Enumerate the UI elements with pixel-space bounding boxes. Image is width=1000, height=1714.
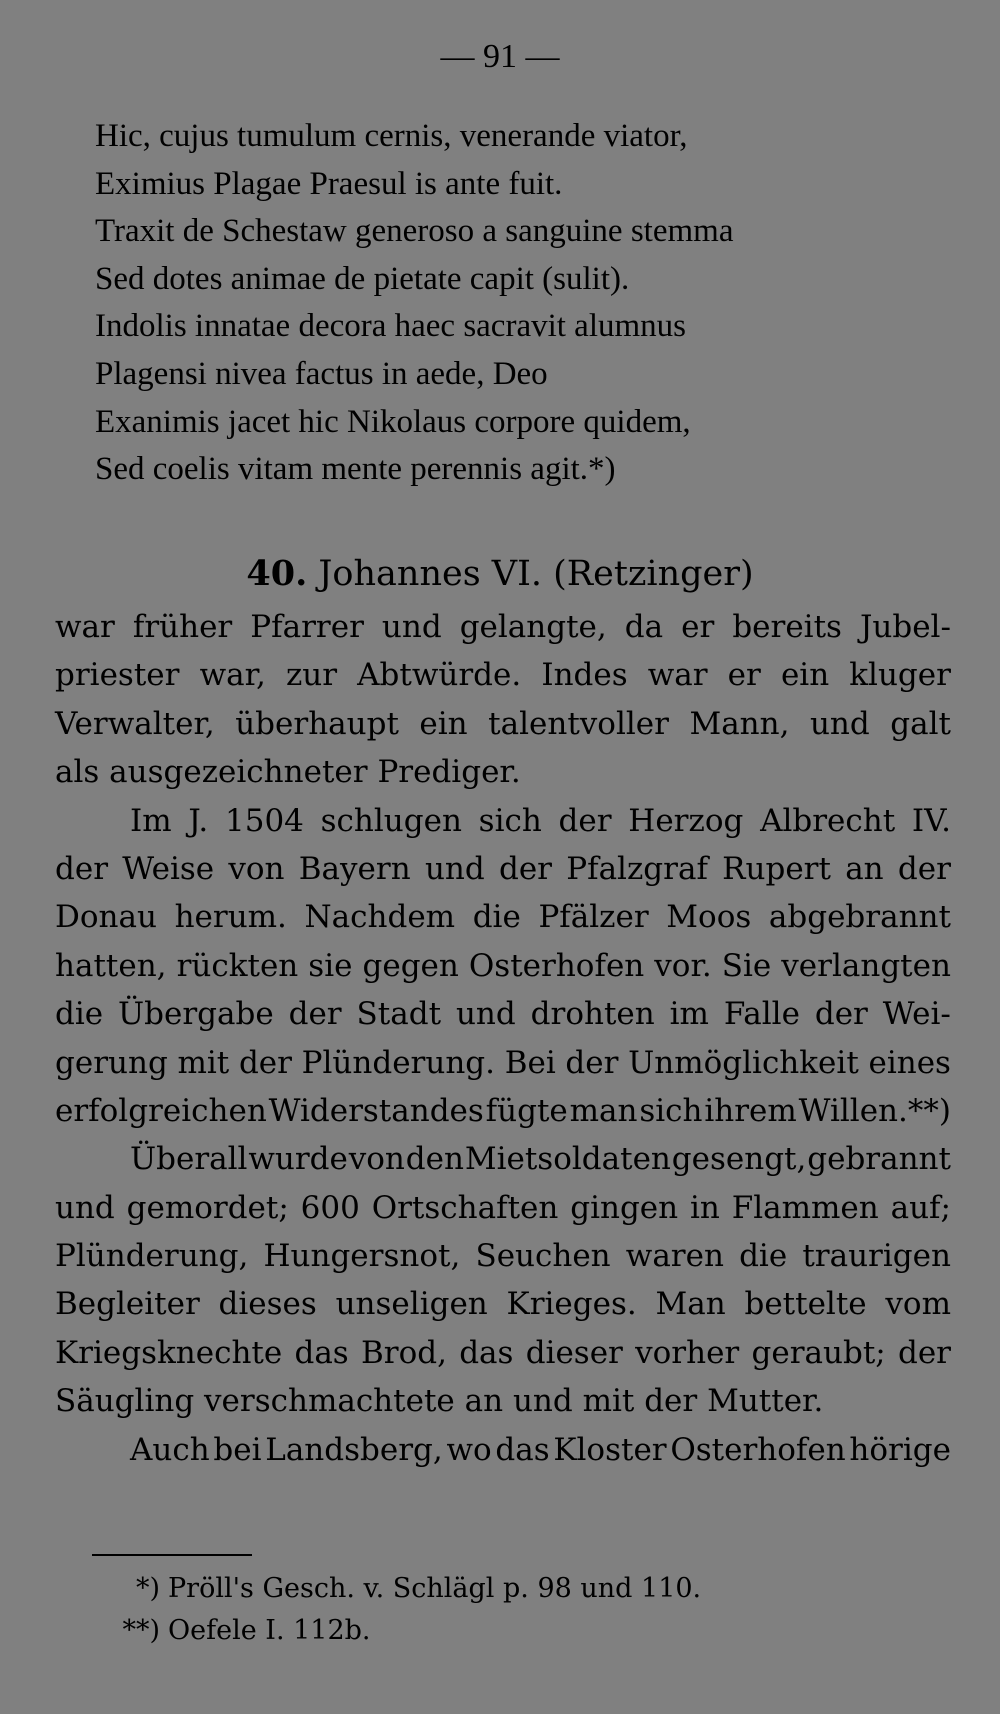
word: Weise [122, 850, 215, 887]
word: Prediger. [377, 754, 521, 791]
word: früher [132, 609, 233, 645]
word: das [294, 1334, 349, 1371]
word: Begleiter [55, 1286, 200, 1323]
poem-line: Sed dotes animae de pietate capit (sulit). [95, 260, 630, 297]
word: Unmöglichkeit [628, 1044, 859, 1081]
word: der [498, 850, 552, 887]
word: herum. [174, 899, 287, 936]
word: mit [582, 1383, 645, 1420]
word: Übergabe [118, 996, 274, 1033]
text-line [55, 893, 951, 941]
word: fügte [485, 1092, 568, 1129]
word: er [681, 609, 715, 645]
word: Nachdem [304, 899, 456, 936]
word: bettelte [744, 1286, 867, 1323]
section-heading [0, 553, 1000, 594]
word: an [464, 1383, 513, 1420]
word: da [624, 609, 664, 645]
text-line [55, 845, 951, 893]
word: traurigen [802, 1238, 951, 1275]
word: Bayern [298, 850, 411, 887]
word: gesengt, [671, 1141, 807, 1178]
poem-line: Hic, cujus tumulum cernis, venerande viator, [95, 118, 688, 154]
body-text [55, 603, 951, 1474]
text-line [55, 748, 951, 796]
footnote-mark: *) [135, 1573, 160, 1604]
word: galt [890, 705, 951, 742]
footnote [110, 1610, 910, 1652]
word: Man [655, 1286, 726, 1323]
word: Mutter. [707, 1383, 824, 1420]
word: Stadt [356, 996, 442, 1033]
section-number: 40. [246, 553, 308, 594]
text-line [55, 1135, 951, 1183]
word: Pfarrer [250, 609, 364, 645]
word: verlangten [781, 947, 951, 984]
word: Pfalzgraf [566, 850, 708, 887]
word: der [897, 850, 951, 887]
word: vor. [654, 947, 712, 984]
word: sie [308, 947, 353, 984]
section-title: Johannes VI. (Retzinger) [318, 554, 754, 594]
word: Krieges. [506, 1286, 637, 1323]
word: talentvoller [488, 705, 669, 742]
page-number: — 91 — [440, 38, 560, 75]
word: Mietsoldaten [464, 1141, 671, 1178]
word: von [228, 850, 285, 887]
word: gelangte, [459, 609, 607, 645]
word: priester [55, 657, 180, 694]
text-line [55, 1232, 951, 1280]
footnote-text: Oefele I. 112b. [168, 1615, 371, 1646]
text-line [55, 1039, 951, 1087]
word: Kloster [553, 1431, 667, 1468]
word: rückten [176, 947, 299, 984]
word: der [55, 850, 109, 887]
word: erfolgreichen [55, 1092, 267, 1129]
word: Plünderung. [301, 1044, 495, 1081]
word: Albrecht [760, 802, 896, 839]
word: war, [199, 657, 266, 694]
word: abgebrannt [768, 899, 951, 936]
footnotes [110, 1568, 910, 1652]
poem-line: Eximius Plagae Praesul is ante fuit. [95, 165, 563, 202]
word: und [424, 850, 485, 887]
word: Herzog [628, 802, 744, 839]
word: den [405, 1141, 464, 1178]
word: ein [780, 657, 830, 694]
word: Donau [55, 899, 157, 936]
latin-epitaph [95, 113, 955, 494]
word: Wei- [882, 996, 951, 1033]
word: Kriegsknechte [55, 1334, 283, 1371]
word: kluger [849, 657, 951, 694]
word: Hungersnot, [263, 1238, 461, 1275]
word: Bei [504, 1044, 556, 1081]
word: Ortschaften [371, 1189, 559, 1226]
word: eines [868, 1044, 951, 1081]
word: der [644, 1383, 708, 1420]
word: J. [188, 802, 209, 839]
text-line [55, 651, 951, 699]
text-line [55, 1329, 951, 1377]
text-line [55, 1426, 951, 1474]
word: an [845, 850, 884, 887]
word: gegen [362, 947, 459, 984]
word: ihrem [704, 1092, 797, 1129]
word: und [512, 1383, 583, 1420]
word: Auch [130, 1431, 210, 1468]
word: 1504 [225, 802, 304, 839]
word: und [381, 609, 442, 645]
word: in [689, 1189, 720, 1226]
text-line [55, 1184, 951, 1232]
word: verschmachtete [204, 1383, 465, 1420]
word: man [569, 1092, 638, 1129]
text-line [55, 700, 951, 748]
word: Überall [130, 1141, 248, 1178]
word: der [288, 996, 342, 1033]
word: Landsberg, [265, 1431, 443, 1468]
word: gebrannt [807, 1141, 951, 1178]
word: drohten [530, 996, 655, 1033]
word: und [809, 705, 870, 742]
word: Moos [666, 899, 752, 936]
word: der [897, 1334, 951, 1371]
word: Seuchen [475, 1238, 611, 1275]
word: das [459, 1334, 514, 1371]
word: geraubt; [751, 1334, 886, 1371]
poem-line: Plagensi nivea factus in aede, Deo [95, 355, 548, 392]
word: die [472, 899, 521, 936]
word: ein [419, 705, 468, 742]
poem-line: Traxit de Schestaw generoso a sanguine stemma [95, 213, 734, 250]
word: im [669, 996, 709, 1033]
word: die [739, 1238, 788, 1275]
word: Indes [541, 657, 628, 694]
word: Verwalter, [55, 705, 215, 742]
word: hörige [849, 1431, 951, 1468]
word: IV. [911, 802, 951, 839]
word: Brod, [360, 1334, 447, 1371]
word: Mann, [689, 705, 790, 742]
word: der [558, 802, 612, 839]
word: vom [885, 1286, 951, 1323]
word: Sie [721, 947, 772, 984]
poem-line: Indolis innatae decora haec sacravit alumnus [95, 308, 687, 345]
text-line [55, 797, 951, 845]
footnote-divider [92, 1554, 252, 1556]
footnote-text: Pröll's Gesch. v. Schlägl p. 98 und 110. [168, 1573, 702, 1604]
word: dieses [218, 1286, 317, 1323]
word: und [455, 996, 516, 1033]
word: dieser [525, 1334, 623, 1371]
word: Willen.**) [798, 1092, 951, 1129]
word: schlugen [320, 802, 462, 839]
word: wurde [248, 1141, 348, 1178]
footnote-mark: **) [122, 1615, 160, 1646]
word: auf; [890, 1189, 951, 1226]
poem-line: Exanimis jacet hic Nikolaus corpore quidem, [95, 403, 691, 440]
word: vorher [635, 1334, 740, 1371]
word: von [348, 1141, 405, 1178]
text-line [55, 990, 951, 1038]
word: Im [130, 802, 172, 839]
word: war [647, 657, 708, 694]
word: er [727, 657, 761, 694]
word: Widerstandes [268, 1092, 484, 1129]
word: das [495, 1431, 550, 1468]
poem-line: Sed coelis vitam mente perennis agit.*) [95, 451, 616, 488]
word: waren [625, 1238, 724, 1275]
footnote [110, 1568, 910, 1610]
word: Abtwürde. [357, 657, 522, 694]
word: wo [446, 1431, 492, 1468]
word: Rupert [722, 850, 831, 887]
word: der [814, 996, 868, 1033]
word: überhaupt [235, 705, 399, 742]
word: Falle [723, 996, 800, 1033]
word: mit [177, 1044, 230, 1081]
word: bereits [732, 609, 842, 645]
word: sich [478, 802, 542, 839]
word: hatten, [55, 947, 167, 984]
word: gerung [55, 1044, 168, 1081]
word: Säugling [55, 1383, 205, 1420]
word: Flammen [731, 1189, 879, 1226]
word: gemordet; [126, 1189, 289, 1226]
word: der [565, 1044, 619, 1081]
word: Plünderung, [55, 1238, 249, 1275]
word: der [238, 1044, 292, 1081]
word: als [55, 754, 110, 791]
word: war [55, 609, 115, 645]
text-line [55, 942, 951, 990]
word: Jubel- [859, 609, 951, 645]
word: Osterhofen [670, 1431, 846, 1468]
word: gingen [570, 1189, 679, 1226]
word: zur [285, 657, 338, 694]
word: 600 [300, 1189, 360, 1226]
word: unseligen [335, 1286, 488, 1323]
word: Pfälzer [538, 899, 649, 936]
word: Osterhofen [468, 947, 645, 984]
text-line [55, 603, 951, 651]
text-line [55, 1280, 951, 1328]
text-line [55, 1377, 951, 1425]
word: sich [639, 1092, 703, 1129]
word: ausgezeichneter [109, 754, 378, 791]
word: und [55, 1189, 115, 1226]
word: bei [213, 1431, 262, 1468]
text-line [55, 1087, 951, 1135]
word: die [55, 996, 104, 1033]
